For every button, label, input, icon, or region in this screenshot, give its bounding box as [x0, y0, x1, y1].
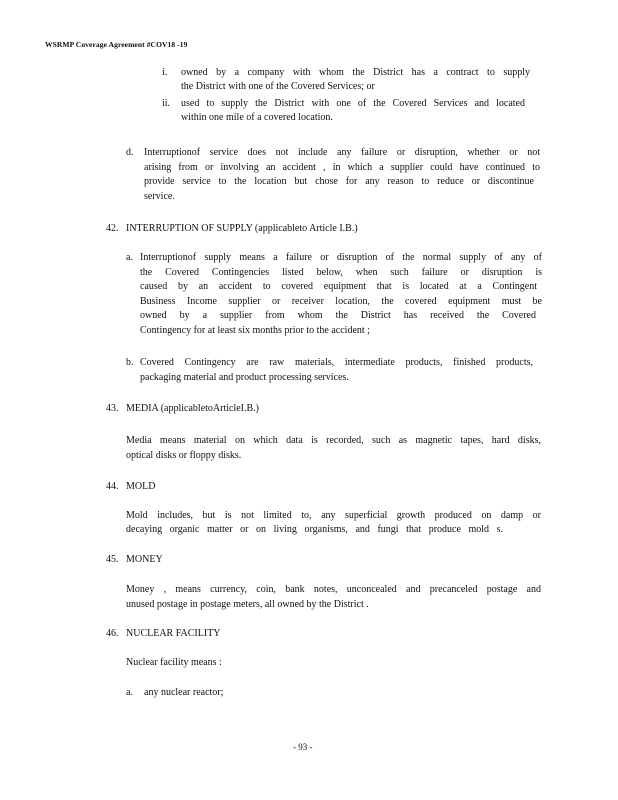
- text-line: the District with one of the Covered Services; or: [181, 81, 375, 92]
- section-number: 44.: [106, 481, 119, 492]
- text-line: service.: [144, 191, 175, 202]
- list-marker: i.: [162, 67, 168, 78]
- text-line: caused by an accident to covered equipment that is located at a Contingent: [140, 281, 537, 292]
- text-line: Contingency for at least six months prior to the accident ;: [140, 325, 370, 336]
- section-heading: NUCLEAR FACILITY: [126, 628, 221, 639]
- text-line: Business Income supplier or receiver location, the covered equipment must be: [140, 296, 542, 307]
- text-line: the Covered Contingencies listed below, when such failure or disruption is: [140, 267, 542, 278]
- page-number: - 93 -: [293, 742, 313, 752]
- text-line: within one mile of a covered location.: [181, 112, 333, 123]
- document-header: WSRMP Coverage Agreement #COV18 -19: [45, 40, 188, 49]
- section-heading: MEDIA (applicabletoArticleI.B.): [126, 403, 260, 414]
- section-number: 43.: [106, 403, 119, 414]
- text-line: Media means material on which data is recorded, such as magnetic tapes, hard disks,: [126, 435, 541, 446]
- text-line: optical disks or floppy disks.: [126, 450, 242, 461]
- text-line: provide service to the location but chose for any reason to reduce or discontinue: [144, 176, 534, 187]
- section-number: 42.: [106, 223, 119, 234]
- section-number: 45.: [106, 554, 119, 565]
- list-marker: a.: [126, 252, 133, 263]
- text-line: unused postage in postage meters, all owned by the District .: [126, 599, 369, 610]
- list-marker: ii.: [162, 98, 171, 109]
- text-line: owned by a supplier from whom the District has received the Covered: [140, 310, 536, 321]
- text-line: used to supply the District with one of the Covered Services and located: [181, 98, 525, 109]
- text-line: Money , means currency, coin, bank notes, unconcealed and precanceled postage and: [126, 584, 541, 595]
- text-line: Covered Contingency are raw materials, intermediate products, finished products,: [140, 357, 533, 368]
- section-heading: MONEY: [126, 554, 163, 565]
- list-marker: d.: [126, 147, 134, 158]
- list-marker: a.: [126, 687, 133, 698]
- text-line: packaging material and product processing services.: [140, 372, 349, 383]
- section-heading: INTERRUPTION OF SUPPLY (applicableto Article I.B.): [126, 223, 358, 234]
- text-line: owned by a company with whom the District has a contract to supply: [181, 67, 530, 78]
- section-number: 46.: [106, 628, 119, 639]
- text-line: Interruptionof service does not include any failure or disruption, whether or not: [144, 147, 540, 158]
- text-line: any nuclear reactor;: [144, 687, 224, 698]
- text-line: decaying organic matter or on living organisms, and fungi that produce mold s.: [126, 524, 503, 535]
- text-line: Interruptionof supply means a failure or disruption of the normal supply of any of: [140, 252, 542, 263]
- text-line: Nuclear facility means :: [126, 657, 222, 668]
- list-marker: b.: [126, 357, 134, 368]
- text-line: arising from or involving an accident , in which a supplier could have continued to: [144, 162, 540, 173]
- section-heading: MOLD: [126, 481, 156, 492]
- text-line: Mold includes, but is not limited to, any superficial growth produced on damp or: [126, 510, 541, 521]
